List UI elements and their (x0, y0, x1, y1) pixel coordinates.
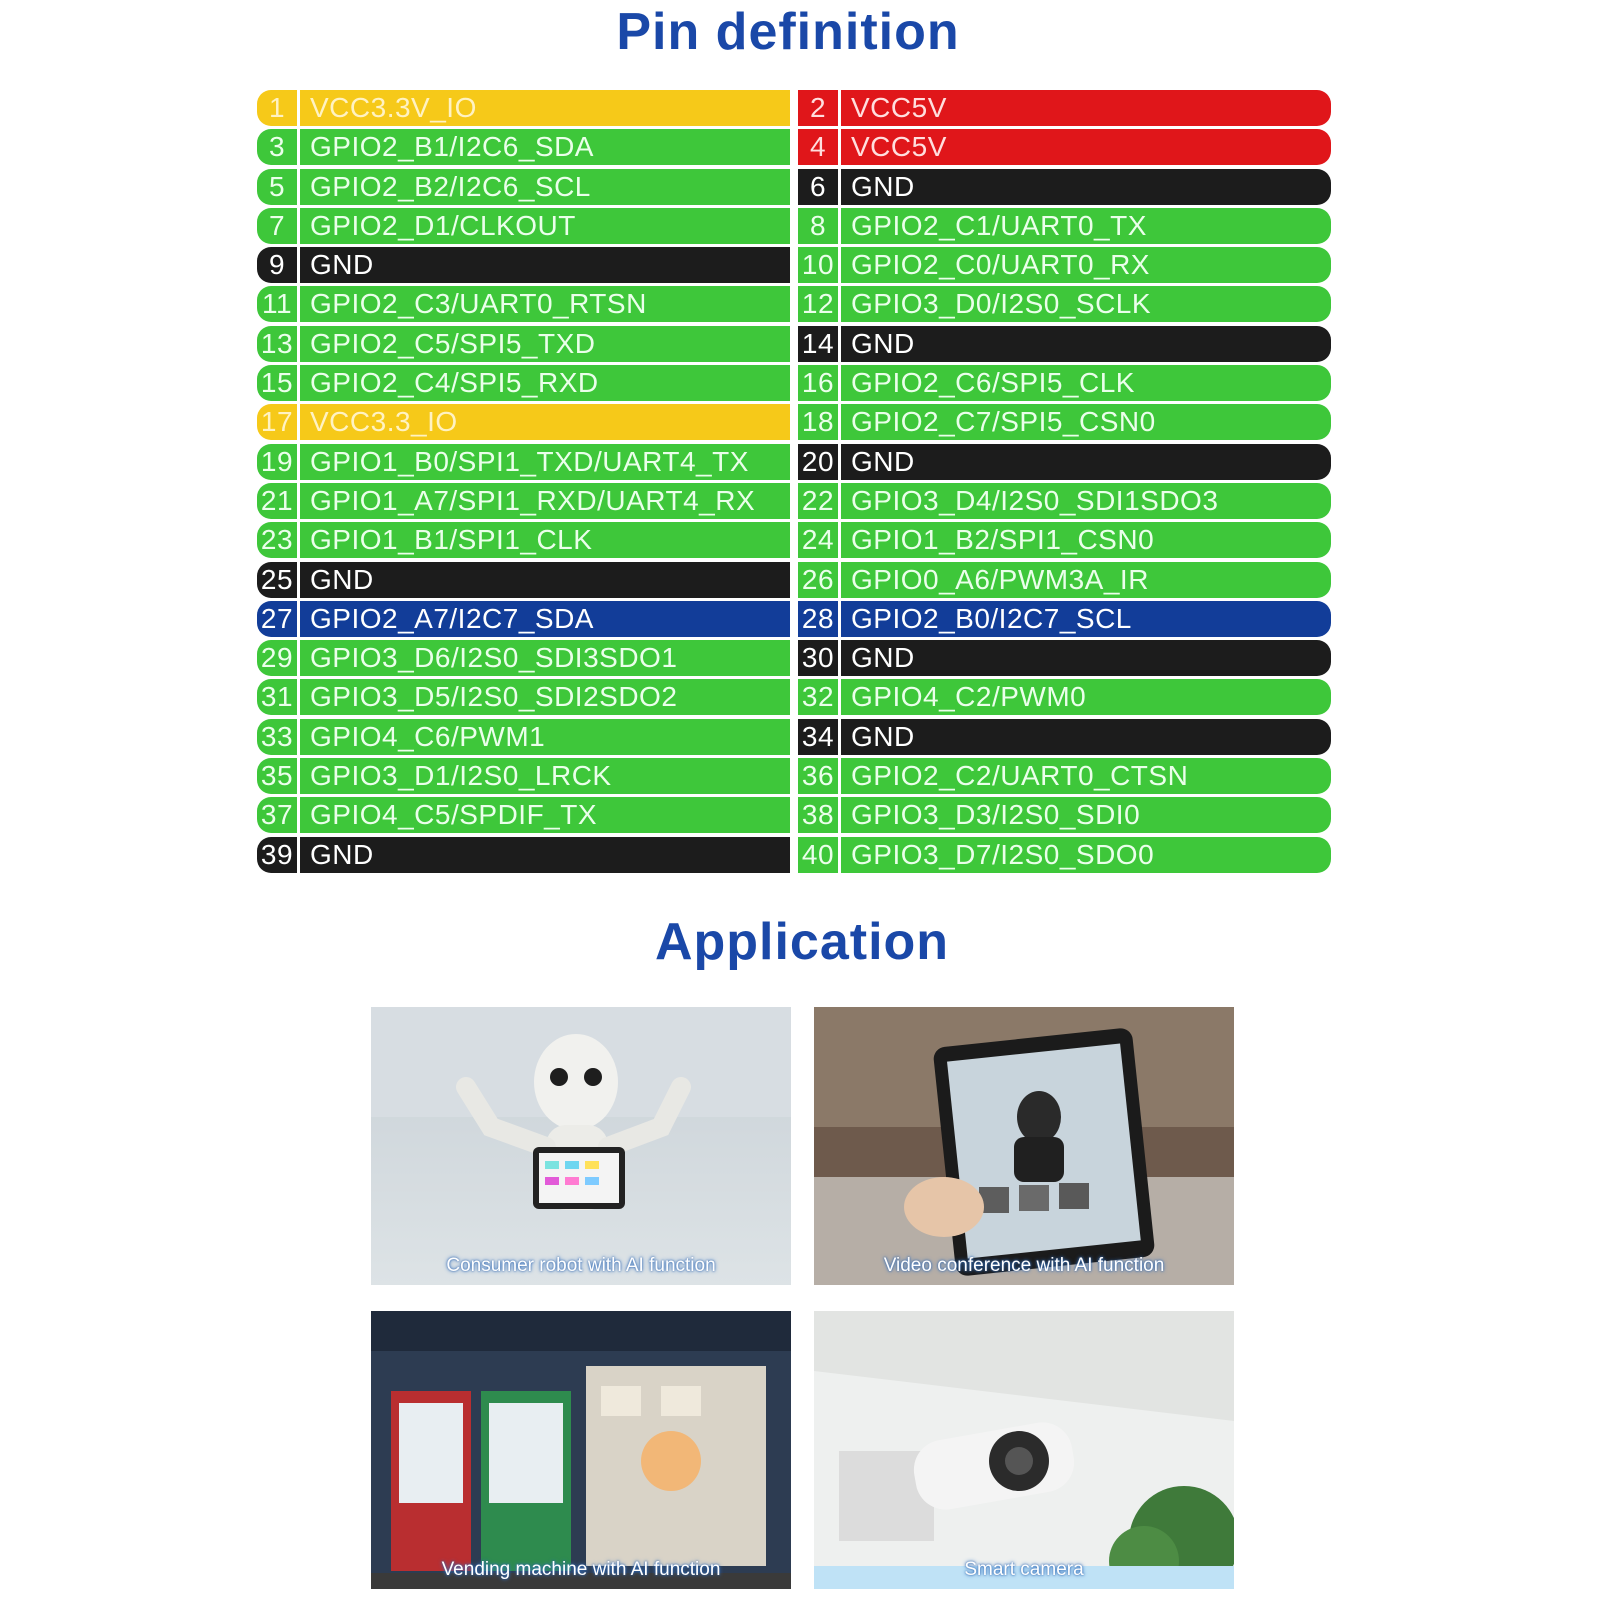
pin-label: GPIO2_A7/I2C7_SDA (310, 602, 594, 634)
pin-row-37 (257, 797, 790, 833)
pin-definition-title: Pin definition (616, 3, 960, 61)
pin-definition-table (257, 90, 1341, 876)
pin-label: GND (310, 249, 374, 281)
pin-number: 6 (798, 169, 841, 205)
pin-row-13 (257, 326, 790, 362)
pin-row-14 (798, 326, 1331, 362)
pin-row-18 (798, 404, 1331, 440)
pin-row-23 (257, 522, 790, 558)
pin-label: VCC3.3_IO (310, 406, 458, 438)
pin-number: 27 (257, 601, 300, 637)
pin-label: GPIO4_C5/SPDIF_TX (310, 799, 598, 831)
pin-label: GPIO2_C0/UART0_RX (851, 249, 1150, 281)
pin-label: GPIO1_A7/SPI1_RXD/UART4_RX (310, 484, 756, 516)
pin-label: GPIO2_C4/SPI5_RXD (310, 367, 599, 399)
pin-number: 4 (798, 129, 841, 165)
pin-label: GND (310, 563, 374, 595)
pin-row-27 (257, 601, 790, 637)
pin-row-9 (257, 247, 790, 283)
pin-label: GND (851, 445, 915, 477)
pin-label: GPIO3_D5/I2S0_SDI2SDO2 (310, 681, 678, 713)
pin-label: GPIO3_D6/I2S0_SDI3SDO1 (310, 642, 678, 674)
pin-row-10 (798, 247, 1331, 283)
pin-number: 36 (798, 758, 841, 794)
pin-number: 40 (798, 837, 841, 873)
pin-row-4 (798, 129, 1331, 165)
pin-number: 8 (798, 208, 841, 244)
pin-label: GPIO4_C2/PWM0 (851, 681, 1087, 713)
pin-row-6 (798, 169, 1331, 205)
pin-row-40 (798, 837, 1331, 873)
pin-number: 10 (798, 247, 841, 283)
pin-row-36 (798, 758, 1331, 794)
pin-number: 23 (257, 522, 300, 558)
pin-number: 2 (798, 90, 841, 126)
application-card-video-conference (814, 1007, 1234, 1285)
pin-label: GPIO4_C6/PWM1 (310, 720, 546, 752)
application-caption: Vending machine with AI function (441, 1559, 721, 1580)
pin-row-31 (257, 679, 790, 715)
pin-number: 34 (798, 719, 841, 755)
pin-label: GPIO3_D0/I2S0_SCLK (851, 288, 1152, 320)
security-camera-icon (814, 1311, 1234, 1589)
pin-number: 24 (798, 522, 841, 558)
pin-label: VCC5V (851, 131, 947, 163)
pin-label: GPIO3_D7/I2S0_SDO0 (851, 838, 1155, 870)
pin-row-30 (798, 640, 1331, 676)
pin-number: 15 (257, 365, 300, 401)
robot-icon (371, 1007, 791, 1285)
pin-row-24 (798, 522, 1331, 558)
pin-number: 16 (798, 365, 841, 401)
pin-label: GPIO2_C5/SPI5_TXD (310, 327, 596, 359)
application-card-robot (371, 1007, 791, 1285)
pin-number: 7 (257, 208, 300, 244)
pin-number: 30 (798, 640, 841, 676)
pin-label: GND (310, 838, 374, 870)
pin-row-1 (257, 90, 790, 126)
pin-row-28 (798, 601, 1331, 637)
pin-label: VCC3.3V_IO (310, 92, 477, 123)
pin-row-26 (798, 562, 1331, 598)
pin-label: GPIO2_C7/SPI5_CSN0 (851, 406, 1156, 438)
pin-number: 17 (257, 404, 300, 440)
pin-row-2 (798, 90, 1331, 126)
pin-number: 35 (257, 758, 300, 794)
pin-row-33 (257, 719, 790, 755)
pin-label: GND (851, 327, 915, 359)
pin-label: GPIO2_B2/I2C6_SCL (310, 170, 591, 202)
pin-number: 28 (798, 601, 841, 637)
pin-number: 14 (798, 326, 841, 362)
pin-number: 25 (257, 562, 300, 598)
pin-number: 38 (798, 797, 841, 833)
application-card-smart-camera (814, 1311, 1234, 1589)
pin-number: 11 (257, 286, 300, 322)
pin-row-20 (798, 444, 1331, 480)
pin-label: GPIO2_C1/UART0_TX (851, 209, 1147, 241)
pin-number: 12 (798, 286, 841, 322)
pin-row-38 (798, 797, 1331, 833)
pin-row-8 (798, 208, 1331, 244)
pin-row-25 (257, 562, 790, 598)
application-title: Application (654, 913, 950, 971)
pin-row-7 (257, 208, 790, 244)
pin-label: GPIO2_B0/I2C7_SCL (851, 602, 1132, 634)
pin-number: 18 (798, 404, 841, 440)
pin-row-35 (257, 758, 790, 794)
pin-label: GND (851, 170, 915, 202)
pin-row-15 (257, 365, 790, 401)
pin-label: GPIO3_D1/I2S0_LRCK (310, 760, 612, 792)
pin-label: GPIO1_B1/SPI1_CLK (310, 524, 593, 556)
pin-number: 29 (257, 640, 300, 676)
pin-number: 21 (257, 483, 300, 519)
application-caption: Smart camera (964, 1559, 1084, 1580)
pin-number: 37 (257, 797, 300, 833)
even-pin-column (798, 90, 1331, 876)
pin-row-21 (257, 483, 790, 519)
pin-row-12 (798, 286, 1331, 322)
application-caption: Video conference with AI function (883, 1255, 1165, 1276)
pin-number: 33 (257, 719, 300, 755)
pin-row-5 (257, 169, 790, 205)
pin-label: GND (851, 720, 915, 752)
pin-number: 22 (798, 483, 841, 519)
pin-row-39 (257, 837, 790, 873)
pin-number: 32 (798, 679, 841, 715)
pin-row-29 (257, 640, 790, 676)
pin-label: GPIO2_C3/UART0_RTSN (310, 288, 647, 320)
tablet-icon (814, 1007, 1234, 1285)
pin-number: 26 (798, 562, 841, 598)
pin-label: GPIO1_B0/SPI1_TXD/UART4_TX (310, 445, 749, 477)
pin-label: GPIO0_A6/PWM3A_IR (851, 563, 1149, 595)
pin-label: GPIO3_D4/I2S0_SDI1SDO3 (851, 484, 1219, 516)
pin-number: 5 (257, 169, 300, 205)
pin-number: 39 (257, 837, 300, 873)
pin-number: 3 (257, 129, 300, 165)
pin-label: VCC5V (851, 92, 947, 123)
application-caption: Consumer robot with AI function (446, 1255, 716, 1276)
pin-label: GPIO2_C6/SPI5_CLK (851, 367, 1135, 399)
pin-row-11 (257, 286, 790, 322)
pin-row-19 (257, 444, 790, 480)
pin-label: GPIO3_D3/I2S0_SDI0 (851, 799, 1141, 831)
pin-label: GPIO2_B1/I2C6_SDA (310, 131, 594, 163)
pin-number: 19 (257, 444, 300, 480)
pin-number: 13 (257, 326, 300, 362)
pin-number: 20 (798, 444, 841, 480)
pin-row-22 (798, 483, 1331, 519)
pin-row-32 (798, 679, 1331, 715)
pin-row-34 (798, 719, 1331, 755)
pin-label: GPIO2_D1/CLKOUT (310, 209, 576, 241)
pin-number: 31 (257, 679, 300, 715)
pin-label: GPIO1_B2/SPI1_CSN0 (851, 524, 1155, 556)
pin-label: GPIO2_C2/UART0_CTSN (851, 760, 1189, 792)
pin-row-17 (257, 404, 790, 440)
pin-row-3 (257, 129, 790, 165)
pin-label: GND (851, 642, 915, 674)
pin-row-16 (798, 365, 1331, 401)
pin-number: 9 (257, 247, 300, 283)
vending-machine-icon (371, 1311, 791, 1589)
pin-number: 1 (257, 90, 300, 126)
odd-pin-column (257, 90, 790, 876)
application-card-vending-machine (371, 1311, 791, 1589)
